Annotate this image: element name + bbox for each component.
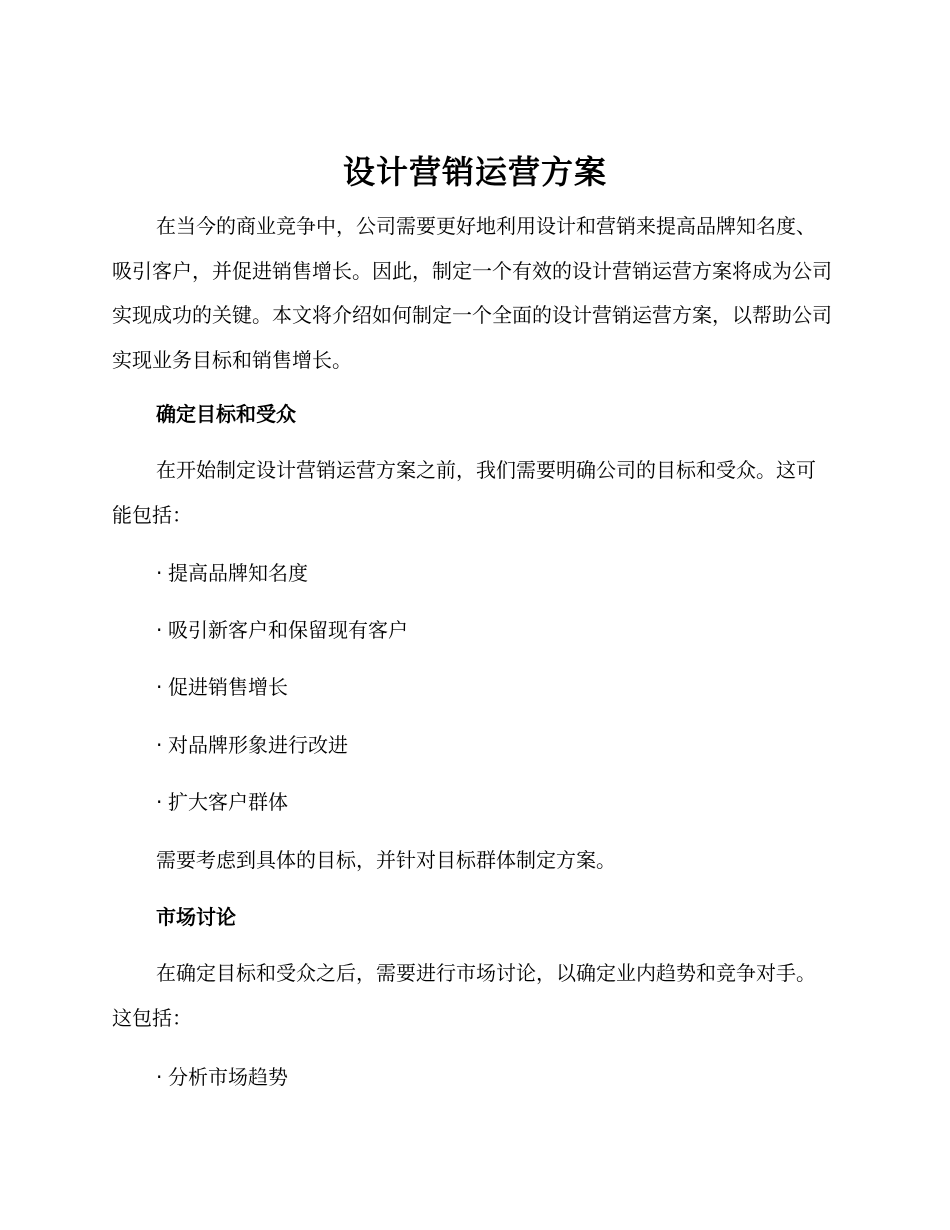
bullet-icon: · xyxy=(156,618,163,642)
intro-paragraph: 在当今的商业竞争中，公司需要更好地利用设计和营销来提高品牌知名度、吸引客户，并促进销售增长。因此，制定一个有效的设计营销运营方案将成为公司实现成功的关键。本文将介绍如何制定一个全面的设计营销运营方案，以帮助公司实现业务目标和销售增长。 xyxy=(112,214,832,372)
bullet-icon: · xyxy=(156,733,163,757)
section-heading-goals: 确定目标和受众 xyxy=(156,402,296,426)
list-item: · 提高品牌知名度 xyxy=(156,558,308,588)
list-item: · 促进销售增长 xyxy=(156,672,288,702)
goals-note: 需要考虑到具体的目标，并针对目标群体制定方案。 xyxy=(156,848,616,872)
list-item: · 吸引新客户和保留现有客户 xyxy=(156,615,408,645)
bullet-icon: · xyxy=(156,561,163,585)
list-item: · 分析市场趋势 xyxy=(156,1062,288,1092)
section-heading-market: 市场讨论 xyxy=(156,905,236,929)
bullet-icon: · xyxy=(156,1065,163,1089)
bullet-icon: · xyxy=(156,790,163,814)
bullet-icon: · xyxy=(156,675,163,699)
market-paragraph: 在确定目标和受众之后，需要进行市场讨论，以确定业内趋势和竞争对手。这包括： xyxy=(112,961,816,1030)
list-item: · 对品牌形象进行改进 xyxy=(156,730,348,760)
goals-paragraph: 在开始制定设计营销运营方案之前，我们需要明确公司的目标和受众。这可能包括： xyxy=(112,458,816,527)
document-title: 设计营销运营方案 xyxy=(342,153,607,191)
list-item: · 扩大客户群体 xyxy=(156,787,288,817)
